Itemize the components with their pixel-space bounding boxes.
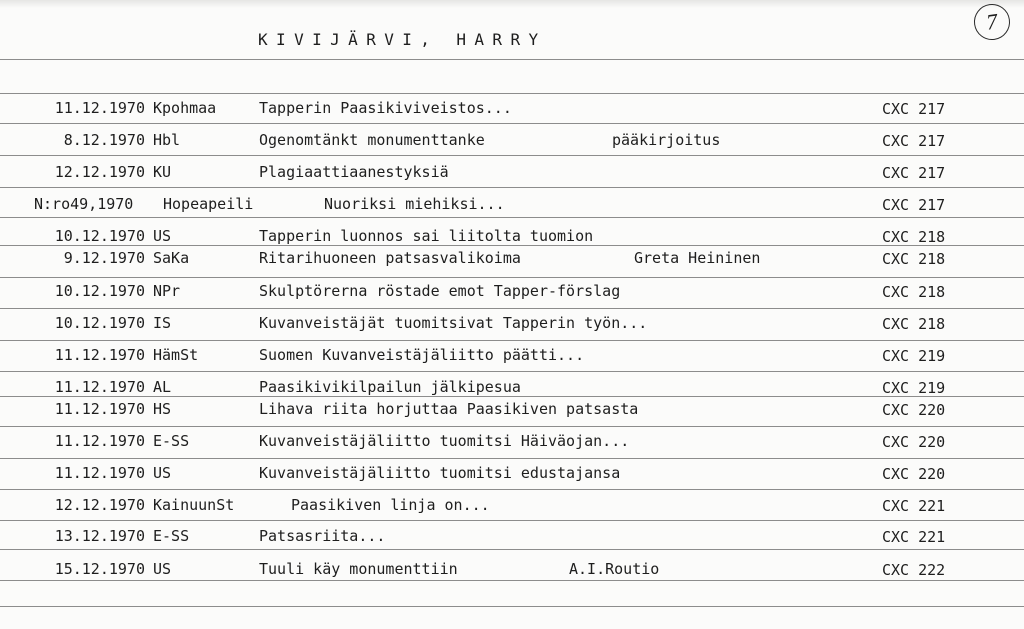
entry-title: Suomen Kuvanveistäjäliitto päätti... (259, 346, 585, 364)
ruled-line (0, 458, 1024, 459)
entry-date: 11.12.1970 (54, 464, 145, 482)
entry-title: Kuvanveistäjät tuomitsivat Tapperin työn... (259, 314, 648, 332)
entry-date: 11.12.1970 (54, 400, 145, 418)
entry-code: CXC 218 (882, 283, 946, 301)
ruled-line (0, 580, 1024, 581)
entry-date: 15.12.1970 (54, 560, 145, 578)
entry-title: Kuvanveistäjäliitto tuomitsi edustajansa (259, 464, 621, 482)
ruled-line (0, 520, 1024, 521)
entry-code: CXC 220 (882, 433, 946, 451)
entry-title: Tuuli käy monumenttiin (259, 560, 458, 578)
entry-title: Lihava riita horjuttaa Paasikiven patsasta (259, 400, 639, 418)
entry-source: Hopeapeili (163, 195, 254, 213)
entry-title: Tapperin luonnos sai liitolta tuomion (259, 227, 594, 245)
entry-title: Ritarihuoneen patsasvalikoima (259, 249, 521, 267)
entry-source: US (153, 464, 172, 482)
entry-date: 11.12.1970 (54, 432, 145, 450)
entry-date: 8.12.1970 (63, 131, 145, 149)
entry-date: 10.12.1970 (54, 314, 145, 332)
card-heading: KIVIJÄRVI, HARRY (258, 30, 547, 49)
entry-title: Skulptörerna röstade emot Tapper-förslag (259, 282, 621, 300)
ruled-line (0, 155, 1024, 156)
entry-source: IS (153, 314, 172, 332)
entry-code: CXC 217 (882, 164, 946, 182)
entry-date: 11.12.1970 (54, 346, 145, 364)
entry-code: CXC 219 (882, 379, 946, 397)
ruled-line (0, 59, 1024, 60)
entry-code: CXC 220 (882, 465, 946, 483)
ruled-line (0, 217, 1024, 218)
entry-code: CXC 221 (882, 497, 946, 515)
entry-date: 9.12.1970 (63, 249, 145, 267)
entry-date: N:ro49,1970 (34, 195, 134, 213)
entry-source: E-SS (153, 432, 190, 450)
entry-date: 12.12.1970 (54, 496, 145, 514)
entry-title: Tapperin Paasikiviveistos... (259, 99, 512, 117)
entry-source: US (153, 227, 172, 245)
ruled-line (0, 277, 1024, 278)
ruled-line (0, 489, 1024, 490)
card-top-edge (0, 0, 1024, 8)
entry-code: CXC 221 (882, 528, 946, 546)
entry-code: CXC 220 (882, 401, 946, 419)
entry-source: US (153, 560, 172, 578)
entry-title: Ogenomtänkt monumenttanke (259, 131, 485, 149)
entry-date: 10.12.1970 (54, 282, 145, 300)
entry-code: CXC 217 (882, 196, 946, 214)
ruled-line (0, 123, 1024, 124)
card-number-circled: 7 (972, 2, 1013, 43)
entry-source: Hbl (153, 131, 181, 149)
entry-code: CXC 219 (882, 347, 946, 365)
entry-code: CXC 217 (882, 100, 946, 118)
entry-source: SaKa (153, 249, 190, 267)
entry-title: Kuvanveistäjäliitto tuomitsi Häiväojan... (259, 432, 630, 450)
entry-title: Patsasriita... (259, 527, 386, 545)
ruled-line (0, 371, 1024, 372)
entry-date: 11.12.1970 (54, 99, 145, 117)
entry-author: Greta Heininen (634, 249, 761, 267)
ruled-line (0, 606, 1024, 607)
entry-date: 10.12.1970 (54, 227, 145, 245)
ruled-line (0, 549, 1024, 550)
entry-source: NPr (153, 282, 181, 300)
entry-title: Plagiaattiaanestyksiä (259, 163, 449, 181)
ruled-line (0, 93, 1024, 94)
ruled-line (0, 340, 1024, 341)
ruled-line (0, 308, 1024, 309)
entry-code: CXC 218 (882, 315, 946, 333)
entry-title: Paasikiven linja on... (291, 496, 490, 514)
entry-source: KU (153, 163, 172, 181)
entry-title: Paasikivikilpailun jälkipesua (259, 378, 521, 396)
entry-date: 11.12.1970 (54, 378, 145, 396)
entry-author: pääkirjoitus (612, 131, 721, 149)
entry-source: HämSt (153, 346, 199, 364)
entry-source: HS (153, 400, 172, 418)
entry-author: A.I.Routio (569, 560, 660, 578)
entry-source: E-SS (153, 527, 190, 545)
ruled-line (0, 426, 1024, 427)
entry-source: Kpohmaa (153, 99, 217, 117)
entry-code: CXC 218 (882, 250, 946, 268)
ruled-line (0, 187, 1024, 188)
entry-code: CXC 217 (882, 132, 946, 150)
entry-source: AL (153, 378, 172, 396)
entry-date: 12.12.1970 (54, 163, 145, 181)
entry-code: CXC 222 (882, 561, 946, 579)
entry-source: KainuunSt (153, 496, 235, 514)
entry-code: CXC 218 (882, 228, 946, 246)
entry-title: Nuoriksi miehiksi... (324, 195, 505, 213)
entry-date: 13.12.1970 (54, 527, 145, 545)
